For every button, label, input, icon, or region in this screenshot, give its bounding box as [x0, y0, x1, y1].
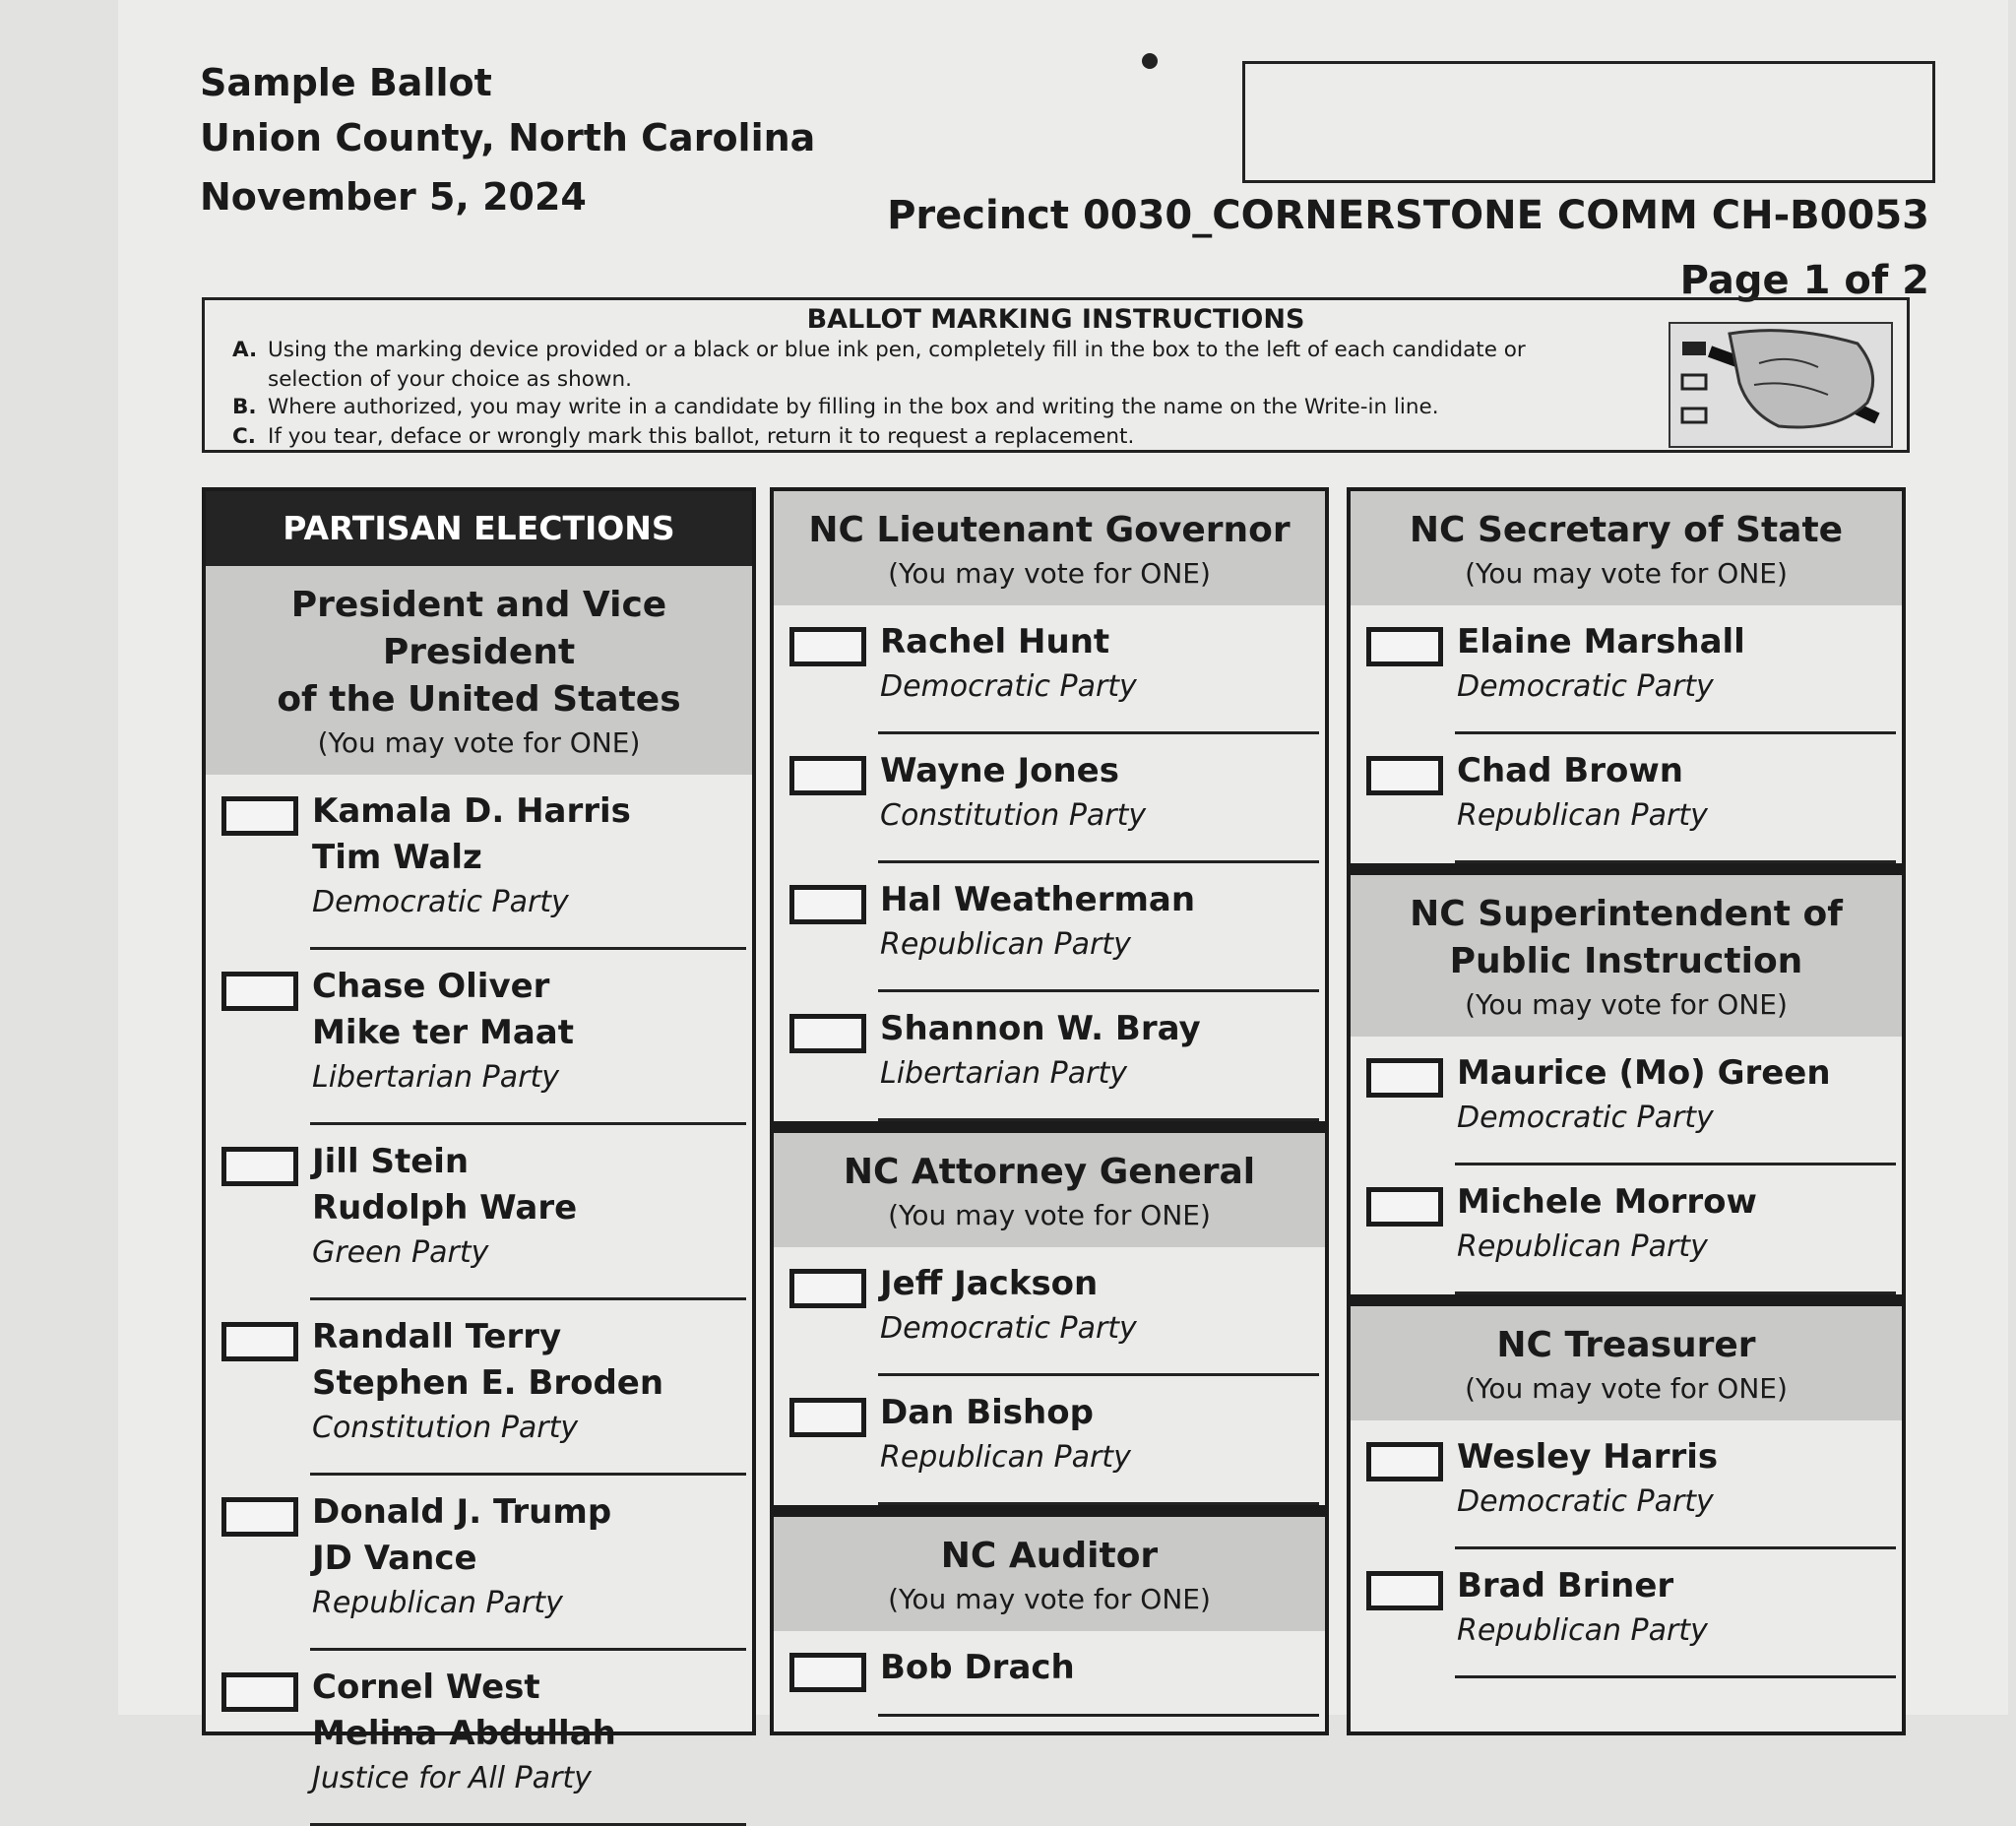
contest-title: NC Lieutenant Governor: [808, 510, 1291, 550]
contest-title: NC Attorney General: [843, 1152, 1256, 1192]
candidate-option-weatherman[interactable]: [774, 863, 1325, 992]
precinct-label: Precinct 0030_CORNERSTONE COMM CH-B0053: [887, 193, 1929, 238]
instruction-b: [232, 395, 1439, 419]
vote-rule: (You may vote for ONE): [1465, 557, 1788, 590]
instructions-title: BALLOT MARKING INSTRUCTIONS: [806, 304, 1305, 335]
candidate-name: Jeff Jackson: [880, 1264, 1099, 1303]
page-number: Page 1 of 2: [1679, 258, 1929, 303]
candidate-name: Dan Bishop: [880, 1393, 1094, 1432]
candidate-option-green[interactable]: [1351, 1037, 1902, 1165]
candidate-option-jones[interactable]: [774, 734, 1325, 863]
running-mate-name: Mike ter Maat: [312, 1013, 574, 1052]
candidate-option-bishop[interactable]: [774, 1376, 1325, 1505]
candidate-name: Michele Morrow: [1457, 1182, 1757, 1222]
instruction-a-continued: selection of your choice as shown.: [268, 367, 632, 392]
contest-header-secretary-of-state: [1351, 491, 1902, 605]
candidate-name: Shannon W. Bray: [880, 1009, 1201, 1048]
vote-checkbox[interactable]: [789, 627, 866, 666]
vote-rule: (You may vote for ONE): [317, 726, 641, 759]
contest-header-treasurer: [1351, 1294, 1902, 1420]
vote-rule: (You may vote for ONE): [1465, 1372, 1788, 1405]
candidate-name: Chad Brown: [1457, 751, 1683, 790]
ballot-title: Sample Ballot: [200, 61, 492, 104]
candidate-name: Cornel West: [312, 1668, 540, 1707]
vote-checkbox[interactable]: [221, 1497, 298, 1537]
candidate-option-bray[interactable]: [774, 992, 1325, 1121]
candidate-party: Constitution Party: [880, 798, 1147, 833]
marking-instructions: [202, 297, 1910, 453]
vote-checkbox[interactable]: [789, 756, 866, 795]
candidate-party: Democratic Party: [1457, 1101, 1714, 1135]
vote-checkbox[interactable]: [789, 885, 866, 924]
candidate-party: Republican Party: [1457, 1613, 1708, 1648]
candidate-option-harris[interactable]: [206, 775, 752, 950]
contest-title: NC Treasurer: [1496, 1325, 1756, 1365]
vote-rule: (You may vote for ONE): [888, 557, 1211, 590]
contest-header-lt-governor: [774, 491, 1325, 605]
running-mate-name: Stephen E. Broden: [312, 1363, 664, 1403]
vote-checkbox[interactable]: [1366, 1058, 1443, 1098]
contest-header-superintendent: [1351, 863, 1902, 1037]
candidate-option-harris-wesley[interactable]: [1351, 1420, 1902, 1549]
candidate-name: Maurice (Mo) Green: [1457, 1053, 1831, 1093]
ballot-column-3: [1347, 487, 1906, 1735]
candidate-option-west[interactable]: [206, 1651, 752, 1826]
vote-checkbox[interactable]: [221, 972, 298, 1011]
candidate-option-marshall[interactable]: [1351, 605, 1902, 734]
candidate-name: Randall Terry: [312, 1317, 562, 1356]
candidate-option-drach[interactable]: [774, 1631, 1325, 1717]
vote-checkbox[interactable]: [221, 1147, 298, 1186]
instruction-c: [232, 424, 1134, 449]
contest-title: NC Auditor: [940, 1536, 1159, 1576]
instruction-text: Where authorized, you may write in a candidate by filling in the box and writing the name on the Write-in line.: [268, 395, 1439, 419]
vote-checkbox[interactable]: [1366, 756, 1443, 795]
candidate-name: Elaine Marshall: [1457, 622, 1745, 661]
candidate-party: Republican Party: [880, 1440, 1131, 1475]
running-mate-name: Rudolph Ware: [312, 1188, 578, 1228]
punch-hole: [1142, 53, 1158, 69]
candidate-option-stein[interactable]: [206, 1125, 752, 1300]
vote-checkbox[interactable]: [1366, 627, 1443, 666]
instruction-text: Using the marking device provided or a black or blue ink pen, completely fill in the box to the left of each candidate or: [268, 338, 1526, 362]
vote-rule: (You may vote for ONE): [888, 1199, 1211, 1231]
candidate-option-hunt[interactable]: [774, 605, 1325, 734]
candidate-option-oliver[interactable]: [206, 950, 752, 1125]
vote-checkbox[interactable]: [1366, 1571, 1443, 1610]
candidate-party: Green Party: [312, 1235, 489, 1270]
candidate-party: Republican Party: [312, 1586, 563, 1620]
vote-rule: (You may vote for ONE): [1465, 988, 1788, 1021]
running-mate-name: Tim Walz: [312, 838, 482, 877]
section-banner: PARTISAN ELECTIONS: [206, 491, 752, 566]
running-mate-name: Melina Abdullah: [312, 1714, 616, 1753]
instruction-letter: A.: [232, 338, 258, 362]
candidate-option-brown[interactable]: [1351, 734, 1902, 863]
candidate-option-briner[interactable]: [1351, 1549, 1902, 1678]
contest-header-auditor: [774, 1505, 1325, 1631]
instruction-text: If you tear, deface or wrongly mark this ballot, return it to request a replacement.: [268, 424, 1135, 449]
marking-illustration: [1669, 322, 1893, 448]
candidate-party: Democratic Party: [312, 885, 569, 919]
vote-rule: (You may vote for ONE): [888, 1583, 1211, 1615]
contest-title: Public Instruction: [1449, 941, 1803, 981]
vote-checkbox[interactable]: [789, 1653, 866, 1692]
candidate-name: Bob Drach: [880, 1648, 1075, 1687]
ballot-county: Union County, North Carolina: [200, 116, 816, 159]
candidate-party: Democratic Party: [1457, 669, 1714, 704]
candidate-name: Rachel Hunt: [880, 622, 1110, 661]
vote-checkbox[interactable]: [789, 1269, 866, 1308]
contest-header-attorney-general: [774, 1121, 1325, 1247]
contest-title: President and Vice President: [290, 585, 667, 672]
vote-checkbox[interactable]: [789, 1398, 866, 1437]
candidate-party: Democratic Party: [1457, 1484, 1714, 1519]
running-mate-name: JD Vance: [312, 1539, 477, 1578]
candidate-party: Democratic Party: [880, 669, 1137, 704]
candidate-option-jackson[interactable]: [774, 1247, 1325, 1376]
instruction-letter: B.: [232, 395, 257, 419]
ballot-column-2: [770, 487, 1329, 1735]
candidate-party: Republican Party: [880, 927, 1131, 962]
candidate-option-morrow[interactable]: [1351, 1165, 1902, 1294]
instruction-letter: C.: [232, 424, 256, 449]
vote-checkbox[interactable]: [221, 796, 298, 836]
vote-checkbox[interactable]: [221, 1672, 298, 1712]
contest-header-president: [206, 566, 752, 775]
candidate-party: Libertarian Party: [312, 1060, 559, 1095]
contest-title: of the United States: [277, 679, 681, 720]
vote-checkbox[interactable]: [1366, 1442, 1443, 1481]
ballot-date: November 5, 2024: [200, 175, 587, 219]
candidate-name: Brad Briner: [1457, 1566, 1674, 1606]
ballot-column-1: [202, 487, 756, 1795]
candidate-party: Constitution Party: [312, 1411, 579, 1445]
candidate-option-trump[interactable]: [206, 1476, 752, 1651]
candidate-party: Republican Party: [1457, 1229, 1708, 1264]
candidate-party: Democratic Party: [880, 1311, 1137, 1346]
vote-checkbox[interactable]: [221, 1322, 298, 1361]
candidate-name: Kamala D. Harris: [312, 791, 631, 831]
candidate-party: Libertarian Party: [880, 1056, 1127, 1091]
contest-title: NC Secretary of State: [1409, 510, 1844, 550]
candidate-party: Justice for All Party: [312, 1761, 592, 1795]
candidate-name: Chase Oliver: [312, 967, 550, 1006]
candidate-name: Jill Stein: [312, 1142, 470, 1181]
contest-title: NC Superintendent of: [1410, 894, 1843, 934]
hand-marking-icon: [1670, 324, 1891, 446]
candidate-name: Wayne Jones: [880, 751, 1119, 790]
candidate-name: Donald J. Trump: [312, 1492, 612, 1532]
candidate-option-terry[interactable]: [206, 1300, 752, 1476]
candidate-name: Hal Weatherman: [880, 880, 1196, 919]
vote-checkbox[interactable]: [789, 1014, 866, 1053]
instruction-a: [232, 338, 1526, 362]
candidate-party: Republican Party: [1457, 798, 1708, 833]
candidate-name: Wesley Harris: [1457, 1437, 1719, 1477]
vote-checkbox[interactable]: [1366, 1187, 1443, 1227]
ballot-stub-box: [1242, 61, 1935, 183]
